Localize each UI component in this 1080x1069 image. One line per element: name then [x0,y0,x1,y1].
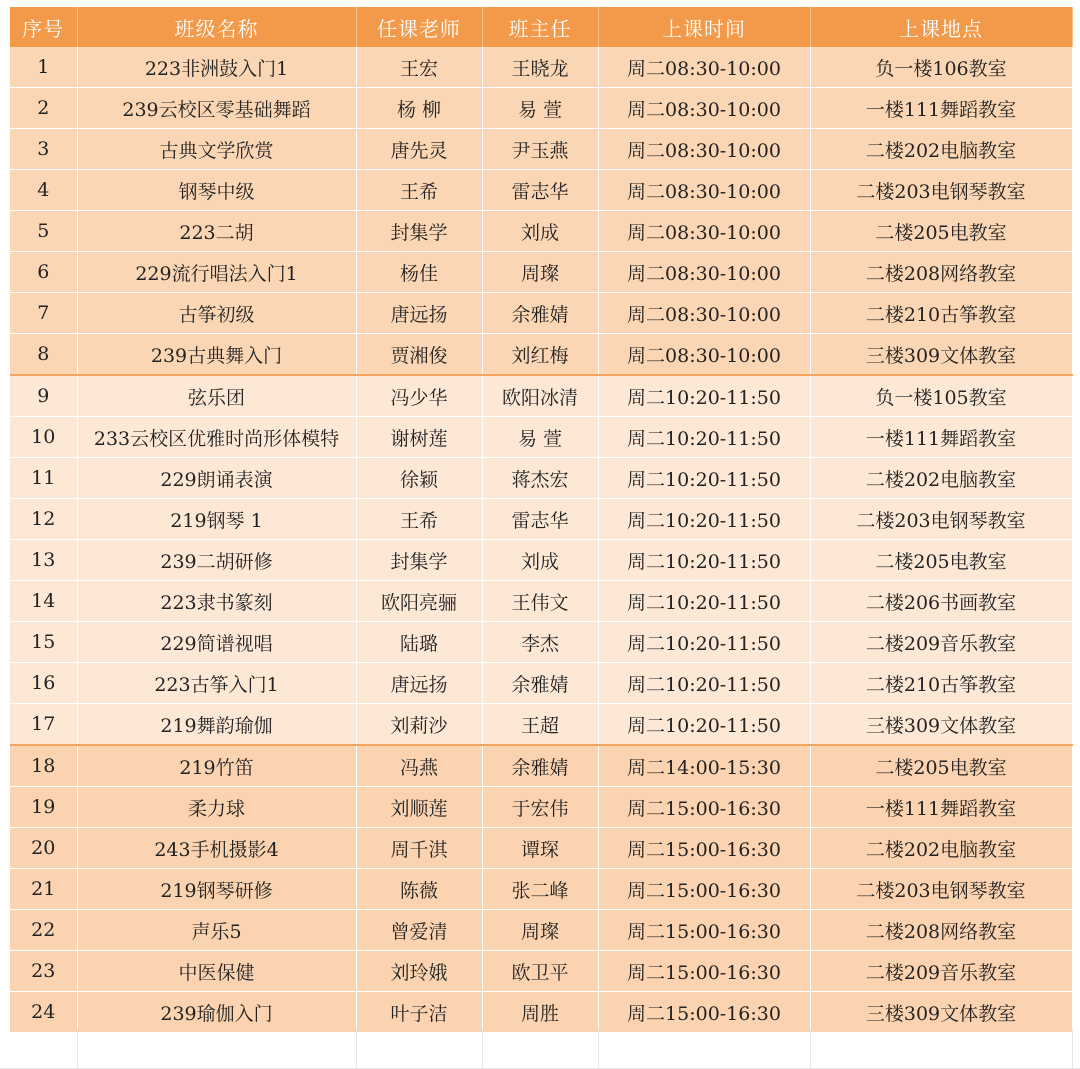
cell-class-name[interactable]: 古筝初级 [77,293,356,334]
cell-index[interactable]: 4 [10,170,77,211]
cell-head-teacher[interactable]: 刘成 [482,211,598,252]
cell-teacher[interactable]: 叶子洁 [356,992,482,1033]
table-row [10,951,1072,992]
cell-class-name[interactable]: 219钢琴研修 [77,869,356,910]
cell-time[interactable]: 周二15:00-16:30 [598,951,810,992]
cell-teacher[interactable]: 杨 柳 [356,88,482,129]
table-row [10,992,1072,1033]
cell-index[interactable]: 24 [10,992,77,1033]
cell-location[interactable]: 二楼208网络教室 [810,910,1072,951]
cell-index[interactable]: 13 [10,540,77,581]
cell-head-teacher[interactable]: 雷志华 [482,499,598,540]
table-row [10,787,1072,828]
cell-time[interactable]: 周二08:30-10:00 [598,252,810,293]
cell-time[interactable]: 周二10:20-11:50 [598,663,810,704]
cell-class-name[interactable]: 钢琴中级 [77,170,356,211]
cell-location[interactable]: 负一楼106教室 [810,47,1072,88]
header-head-teacher[interactable]: 班主任 [482,7,598,47]
cell-teacher[interactable]: 封集学 [356,211,482,252]
cell-index[interactable]: 22 [10,910,77,951]
gridline [598,1029,599,1069]
cell-location[interactable]: 二楼208网络教室 [810,252,1072,293]
cell-teacher[interactable]: 封集学 [356,540,482,581]
cell-index[interactable]: 2 [10,88,77,129]
cell-index[interactable]: 19 [10,787,77,828]
cell-head-teacher[interactable]: 刘成 [482,540,598,581]
cell-head-teacher[interactable]: 易 萱 [482,417,598,458]
cell-teacher[interactable]: 冯少华 [356,375,482,417]
cell-index[interactable]: 1 [10,47,77,88]
cell-class-name[interactable]: 233云校区优雅时尚形体模特 [77,417,356,458]
cell-class-name[interactable]: 223隶书篆刻 [77,581,356,622]
table-row [10,88,1072,129]
table-row [10,129,1072,170]
cell-location[interactable]: 二楼205电教室 [810,540,1072,581]
cell-head-teacher[interactable]: 欧卫平 [482,951,598,992]
cell-location[interactable]: 二楼202电脑教室 [810,828,1072,869]
gridline [1072,1029,1073,1069]
table-row [10,47,1072,88]
table-row [10,334,1072,376]
cell-index[interactable]: 9 [10,375,77,417]
gridline [356,1029,357,1069]
cell-class-name[interactable]: 229简谱视唱 [77,622,356,663]
cell-location[interactable]: 二楼202电脑教室 [810,129,1072,170]
cell-index[interactable]: 6 [10,252,77,293]
schedule-table [10,7,1073,1033]
cell-time[interactable]: 周二15:00-16:30 [598,992,810,1033]
cell-class-name[interactable]: 223非洲鼓入门1 [77,47,356,88]
table-row [10,704,1072,746]
cell-class-name[interactable]: 219舞韵瑜伽 [77,704,356,746]
cell-index[interactable]: 14 [10,581,77,622]
cell-head-teacher[interactable]: 于宏伟 [482,787,598,828]
cell-time[interactable]: 周二08:30-10:00 [598,170,810,211]
cell-class-name[interactable]: 中医保健 [77,951,356,992]
cell-time[interactable]: 周二08:30-10:00 [598,334,810,376]
cell-location[interactable]: 一楼111舞蹈教室 [810,417,1072,458]
cell-head-teacher[interactable]: 周璨 [482,252,598,293]
cell-teacher[interactable]: 陈薇 [356,869,482,910]
cell-teacher[interactable]: 杨佳 [356,252,482,293]
cell-time[interactable]: 周二10:20-11:50 [598,581,810,622]
table-row [10,910,1072,951]
header-teacher[interactable]: 任课老师 [356,7,482,47]
cell-index[interactable]: 21 [10,869,77,910]
cell-index[interactable]: 5 [10,211,77,252]
cell-index[interactable]: 3 [10,129,77,170]
cell-location[interactable]: 二楼209音乐教室 [810,622,1072,663]
cell-head-teacher[interactable]: 欧阳冰清 [482,375,598,417]
cell-index[interactable]: 15 [10,622,77,663]
cell-head-teacher[interactable]: 余雅婧 [482,293,598,334]
header-index[interactable]: 序号 [10,7,77,47]
cell-class-name[interactable]: 239云校区零基础舞蹈 [77,88,356,129]
cell-teacher[interactable]: 陆璐 [356,622,482,663]
cell-class-name[interactable]: 219竹笛 [77,745,356,787]
cell-head-teacher[interactable]: 周璨 [482,910,598,951]
table-row [10,375,1072,417]
cell-time[interactable]: 周二10:20-11:50 [598,499,810,540]
cell-teacher[interactable]: 周千淇 [356,828,482,869]
cell-class-name[interactable]: 223二胡 [77,211,356,252]
cell-class-name[interactable]: 223古筝入门1 [77,663,356,704]
cell-time[interactable]: 周二15:00-16:30 [598,787,810,828]
cell-teacher[interactable]: 王希 [356,170,482,211]
cell-head-teacher[interactable]: 雷志华 [482,170,598,211]
cell-index[interactable]: 17 [10,704,77,746]
gridline [77,1029,78,1069]
cell-location[interactable]: 一楼111舞蹈教室 [810,787,1072,828]
cell-time[interactable]: 周二10:20-11:50 [598,417,810,458]
cell-teacher[interactable]: 欧阳亮骊 [356,581,482,622]
cell-head-teacher[interactable]: 余雅婧 [482,663,598,704]
table-row [10,170,1072,211]
cell-index[interactable]: 8 [10,334,77,376]
cell-time[interactable]: 周二10:20-11:50 [598,540,810,581]
cell-teacher[interactable]: 贾湘俊 [356,334,482,376]
cell-class-name[interactable]: 243手机摄影4 [77,828,356,869]
cell-time[interactable]: 周二08:30-10:00 [598,293,810,334]
cell-location[interactable]: 二楼210古筝教室 [810,663,1072,704]
cell-class-name[interactable]: 声乐5 [77,910,356,951]
cell-head-teacher[interactable]: 谭琛 [482,828,598,869]
cell-index[interactable]: 10 [10,417,77,458]
cell-head-teacher[interactable]: 李杰 [482,622,598,663]
cell-index[interactable]: 23 [10,951,77,992]
cell-teacher[interactable]: 谢树莲 [356,417,482,458]
cell-head-teacher[interactable]: 易 萱 [482,88,598,129]
cell-time[interactable]: 周二10:20-11:50 [598,704,810,746]
cell-time[interactable]: 周二08:30-10:00 [598,88,810,129]
cell-head-teacher[interactable]: 蒋杰宏 [482,458,598,499]
cell-time[interactable]: 周二15:00-16:30 [598,910,810,951]
cell-location[interactable]: 一楼111舞蹈教室 [810,88,1072,129]
cell-teacher[interactable]: 刘顺莲 [356,787,482,828]
cell-time[interactable]: 周二15:00-16:30 [598,869,810,910]
cell-teacher[interactable]: 曾爱清 [356,910,482,951]
header-row [10,7,1072,47]
cell-time[interactable]: 周二08:30-10:00 [598,47,810,88]
table-row [10,828,1072,869]
cell-index[interactable]: 7 [10,293,77,334]
table-row [10,869,1072,910]
cell-index[interactable]: 18 [10,745,77,787]
cell-location[interactable]: 二楼205电教室 [810,745,1072,787]
cell-head-teacher[interactable]: 王晓龙 [482,47,598,88]
table-row [10,293,1072,334]
cell-location[interactable]: 二楼203电钢琴教室 [810,170,1072,211]
cell-teacher[interactable]: 王希 [356,499,482,540]
cell-teacher[interactable]: 刘玲娥 [356,951,482,992]
cell-class-name[interactable]: 古典文学欣赏 [77,129,356,170]
cell-index[interactable]: 20 [10,828,77,869]
cell-location[interactable]: 三楼309文体教室 [810,334,1072,376]
cell-class-name[interactable]: 239瑜伽入门 [77,992,356,1033]
cell-teacher[interactable]: 刘莉沙 [356,704,482,746]
cell-location[interactable]: 三楼309文体教室 [810,704,1072,746]
table-row [10,417,1072,458]
gridline [810,1029,811,1069]
cell-teacher[interactable]: 唐远扬 [356,663,482,704]
cell-head-teacher[interactable]: 王伟文 [482,581,598,622]
cell-index[interactable]: 16 [10,663,77,704]
cell-location[interactable]: 二楼203电钢琴教室 [810,869,1072,910]
cell-location[interactable]: 三楼309文体教室 [810,992,1072,1033]
table-row [10,540,1072,581]
table-row [10,622,1072,663]
table-row [10,458,1072,499]
cell-location[interactable]: 二楼205电教室 [810,211,1072,252]
cell-class-name[interactable]: 229朗诵表演 [77,458,356,499]
table-row [10,745,1072,787]
cell-class-name[interactable]: 239二胡研修 [77,540,356,581]
cell-location[interactable]: 二楼210古筝教室 [810,293,1072,334]
cell-location[interactable]: 二楼203电钢琴教室 [810,499,1072,540]
cell-time[interactable]: 周二15:00-16:30 [598,828,810,869]
cell-location[interactable]: 二楼202电脑教室 [810,458,1072,499]
cell-time[interactable]: 周二14:00-15:30 [598,745,810,787]
table-row [10,581,1072,622]
cell-class-name[interactable]: 239古典舞入门 [77,334,356,376]
cell-time[interactable]: 周二08:30-10:00 [598,129,810,170]
cell-class-name[interactable]: 229流行唱法入门1 [77,252,356,293]
cell-class-name[interactable]: 柔力球 [77,787,356,828]
table-row [10,499,1072,540]
cell-head-teacher[interactable]: 尹玉燕 [482,129,598,170]
header-location[interactable]: 上课地点 [810,7,1072,47]
cell-teacher[interactable]: 徐颖 [356,458,482,499]
cell-teacher[interactable]: 王宏 [356,47,482,88]
cell-class-name[interactable]: 219钢琴 1 [77,499,356,540]
cell-time[interactable]: 周二10:20-11:50 [598,622,810,663]
cell-time[interactable]: 周二10:20-11:50 [598,458,810,499]
table-row [10,252,1072,293]
cell-teacher[interactable]: 唐远扬 [356,293,482,334]
cell-head-teacher[interactable]: 王超 [482,704,598,746]
cell-head-teacher[interactable]: 张二峰 [482,869,598,910]
cell-head-teacher[interactable]: 刘红梅 [482,334,598,376]
cell-time[interactable]: 周二08:30-10:00 [598,211,810,252]
cell-class-name[interactable]: 弦乐团 [77,375,356,417]
gridline [482,1029,483,1069]
table-row [10,211,1072,252]
cell-location[interactable]: 负一楼105教室 [810,375,1072,417]
cell-index[interactable]: 12 [10,499,77,540]
cell-head-teacher[interactable]: 周胜 [482,992,598,1033]
cell-teacher[interactable]: 唐先灵 [356,129,482,170]
cell-time[interactable]: 周二10:20-11:50 [598,375,810,417]
header-class-name[interactable]: 班级名称 [77,7,356,47]
header-time[interactable]: 上课时间 [598,7,810,47]
cell-head-teacher[interactable]: 余雅婧 [482,745,598,787]
cell-index[interactable]: 11 [10,458,77,499]
cell-location[interactable]: 二楼206书画教室 [810,581,1072,622]
table-row [10,663,1072,704]
cell-teacher[interactable]: 冯燕 [356,745,482,787]
cell-location[interactable]: 二楼209音乐教室 [810,951,1072,992]
